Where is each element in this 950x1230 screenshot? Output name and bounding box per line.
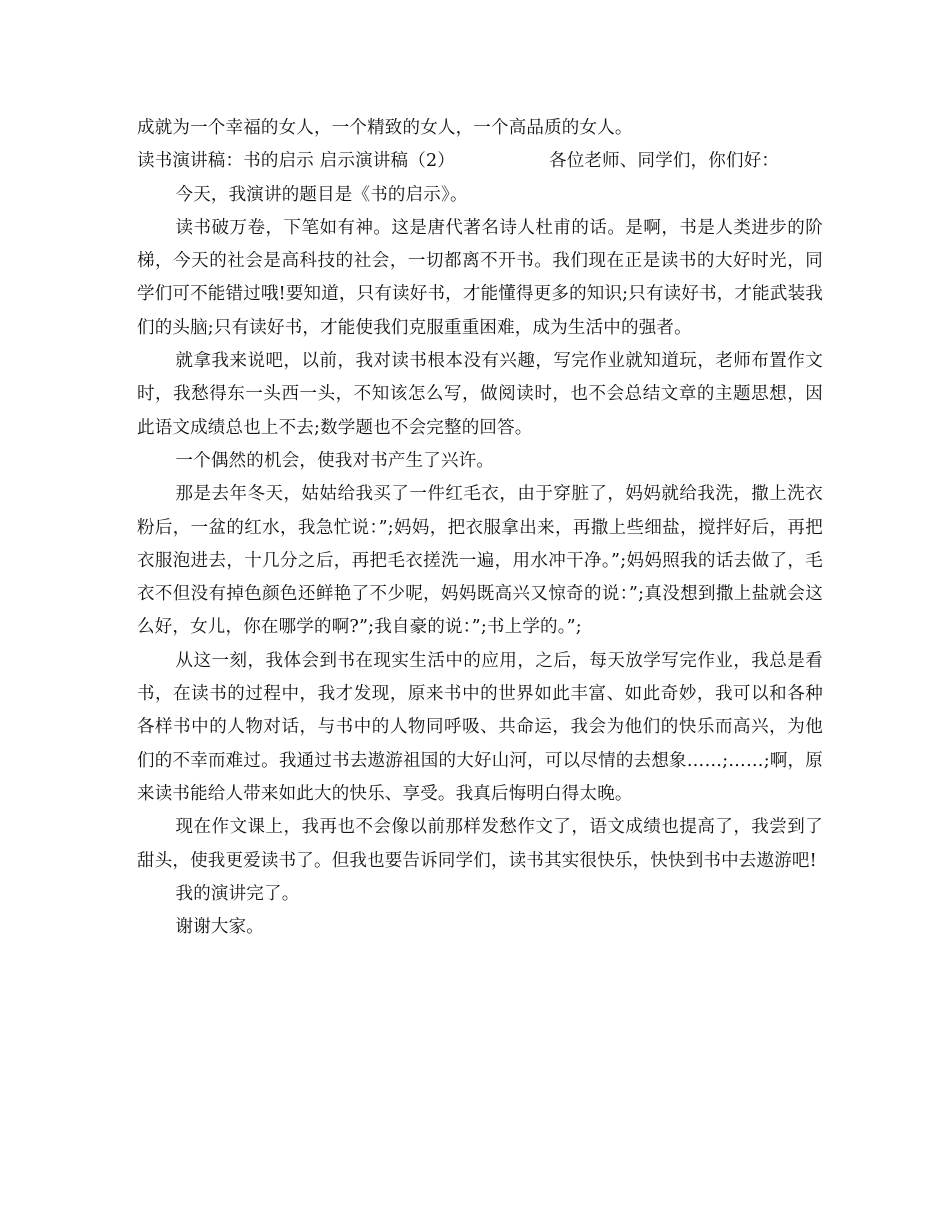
paragraph-topic: 今天，我演讲的题目是《书的启示》。 — [175, 184, 468, 205]
paragraph-thanks: 谢谢大家。 — [175, 917, 264, 938]
greeting: 各位老师、同学们，你们好： — [549, 151, 780, 172]
paragraph-chance: 一个偶然的机会，使我对书产生了兴许。 — [175, 450, 495, 471]
document-body — [137, 112, 823, 944]
paragraph-reading-importance: 读书破万卷，下笔如有神。这是唐代著名诗人杜甫的话。是啊，书是人类进步的阶梯，今天的社会是高科技的社会，一切都离不开书。我们现在正是读书的大好时光，同学们可不能错过哦!要知道，只有读好书，才能懂得更多的知识;只有读好书，才能武装我们的头脑;只有读好书，才能使我们克服重重困难，成为生活中的强者。 — [137, 217, 823, 338]
paragraph-realization: 从这一刻，我体会到书在现实生活中的应用，之后，每天放学写完作业，我总是看书，在读书的过程中，我才发现，原来书中的世界如此丰富、如此奇妙，我可以和各种各样书中的人物对话，与书中的人物同呼吸、共命运，我会为他们的快乐而高兴，为他们的不幸而难过。我通过书去遨游祖国的大好山河，可以尽情的去想象……;……;啊，原来读书能给人带来如此大的快乐、享受。我真后悔明白得太晚。 — [137, 650, 823, 804]
paragraph-ending: 我的演讲完了。 — [175, 883, 300, 904]
paragraph-now: 现在作文课上，我再也不会像以前那样发愁作文了，语文成绩也提高了，我尝到了甜头，使我更爱读书了。但我也要告诉同学们，读书其实很快乐，快快到书中去遨游吧! — [137, 817, 823, 871]
paragraph-red-sweater: 那是去年冬天，姑姑给我买了一件红毛衣，由于穿脏了，妈妈就给我洗，撒上洗衣粉后，一盆的红水，我急忙说：”;妈妈，把衣服拿出来，再撒上些细盐，搅拌好后，再把衣服泡进去，十几分之后，再把毛衣搓洗一遍，用水冲干净。”;妈妈照我的话去做了，毛衣不但没有掉色颜色还鲜艳了不少呢，妈妈既高兴又惊奇的说：”;真没想到撒上盐就会这么好，女儿，你在哪学的啊?”;我自豪的说：”;书上学的。”; — [137, 484, 823, 638]
opening-line: 成就为一个幸福的女人，一个精致的女人，一个高品质的女人。 — [137, 118, 633, 138]
paragraph-before: 就拿我来说吧，以前，我对读书根本没有兴趣，写完作业就知道玩，老师布置作文时，我愁得东一头西一头，不知该怎么写，做阅读时，也不会总结文章的主题思想，因此语文成绩总也上不去;数学题也不会完整的回答。 — [137, 351, 823, 438]
speech-title: 读书演讲稿：书的启示 启示演讲稿（2） — [137, 151, 455, 172]
speech-title-line — [137, 145, 823, 178]
